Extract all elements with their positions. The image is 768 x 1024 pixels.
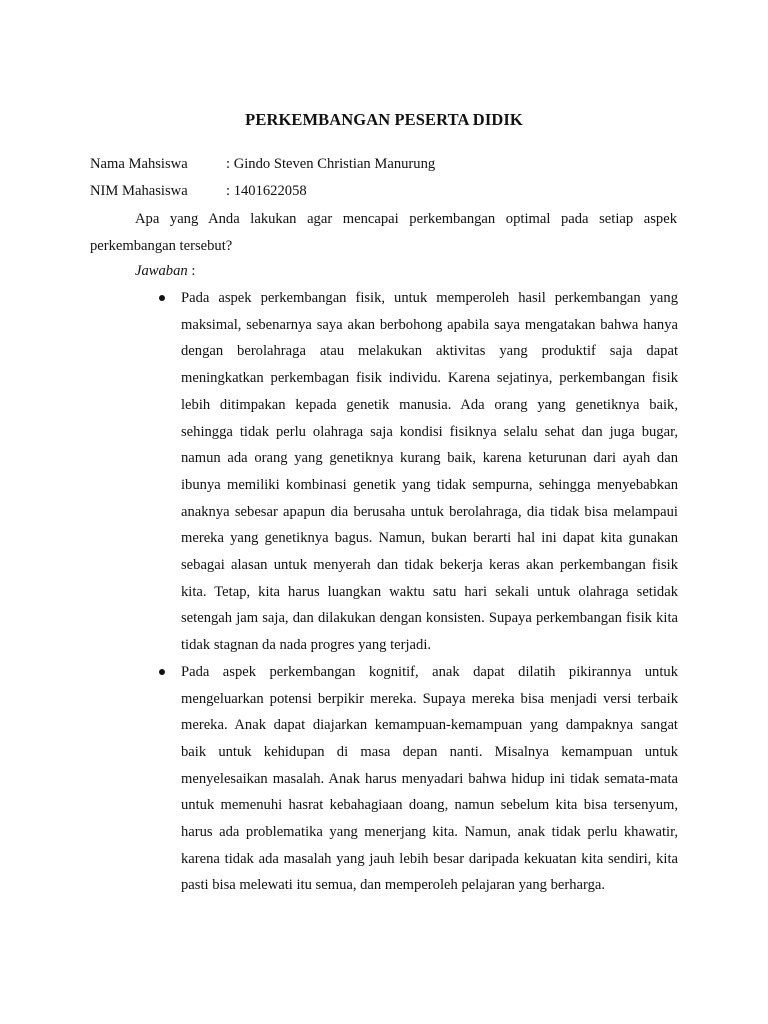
- student-id-label: NIM Mahasiswa: [90, 183, 188, 199]
- document-title: PERKEMBANGAN PESERTA DIDIK: [245, 110, 523, 129]
- answer-colon: :: [187, 263, 196, 279]
- answer-text: Pada aspek perkembangan fisik, untuk memperoleh hasil perkembangan yang maksimal, sebenarnya saya akan berbohong apabila saya mengatakan bahwa hanya dengan berolahraga atau melakukan aktivitas yang produktif saja dapat meningkatkan perkembagan fisik individu. Karena sejatinya, perkembangan fisik lebih ditimpakan kepada genetik manusia. Ada orang yang genetiknya baik, sehingga tidak perlu olahraga saja kondisi fisiknya selalu sehat dan juga bugar, namun ada orang yang genetiknya kurang baik, karena keturunan dari ayah dan ibunya memiliki kombinasi genetik yang tidak sempurna, sehingga menyebabkan anaknya sebesar apapun dia berusaha untuk berolahraga, dia tidak bisa melampaui mereka yang genetiknya bagus. Namun, bukan berarti hal ini dapat kita gunakan sebagai alasan untuk menyerah dan tidak bekerja keras akan perkembangan fisik kita. Tetap, kita harus luangkan waktu satu hari sekali untuk olahraga setidak setengah jam saja, dan dilakukan dengan konsisten. Supaya perkembangan fisik kita tidak stagnan da nada progres yang terjadi.: [181, 290, 678, 654]
- answer-item-cognitive: [181, 659, 678, 899]
- student-name-row: [90, 154, 435, 174]
- answer-label: Jawaban: [135, 263, 188, 279]
- answer-item-physical: [181, 285, 678, 659]
- bullet-icon: [159, 669, 165, 675]
- answer-text: Pada aspek perkembangan kognitif, anak dapat dilatih pikirannya untuk mengeluarkan potensi berpikir mereka. Supaya mereka bisa menjadi versi terbaik mereka. Anak dapat diajarkan kemampuan-kemampuan yang dampaknya sangat baik untuk kehidupan di masa depan nanti. Misalnya kemampuan untuk menyelesaikan masalah. Anak harus menyadari bahwa hidup ini tidak semata-mata untuk memenuhi hasrat kebahagiaan doang, namun sebelum kita bisa tersenyum, harus ada problematika yang menerjang kita. Namun, anak tidak perlu khawatir, karena tidak ada masalah yang jauh lebih besar daripada kekuatan kita sendiri, kita pasti bisa melewati itu semua, dan memperoleh pelajaran yang berharga.: [181, 663, 678, 894]
- answer-heading: [135, 261, 195, 281]
- student-id-row: [90, 181, 307, 201]
- bullet-icon: [159, 295, 165, 301]
- student-id-value: : 1401622058: [226, 183, 307, 199]
- answer-list: [181, 285, 678, 899]
- question-paragraph: Apa yang Anda lakukan agar mencapai perkembangan optimal pada setiap aspek perkembangan tersebut?: [90, 211, 677, 254]
- student-name-value: : Gindo Steven Christian Manurung: [226, 156, 436, 172]
- student-name-label: Nama Mahsiswa: [90, 156, 188, 172]
